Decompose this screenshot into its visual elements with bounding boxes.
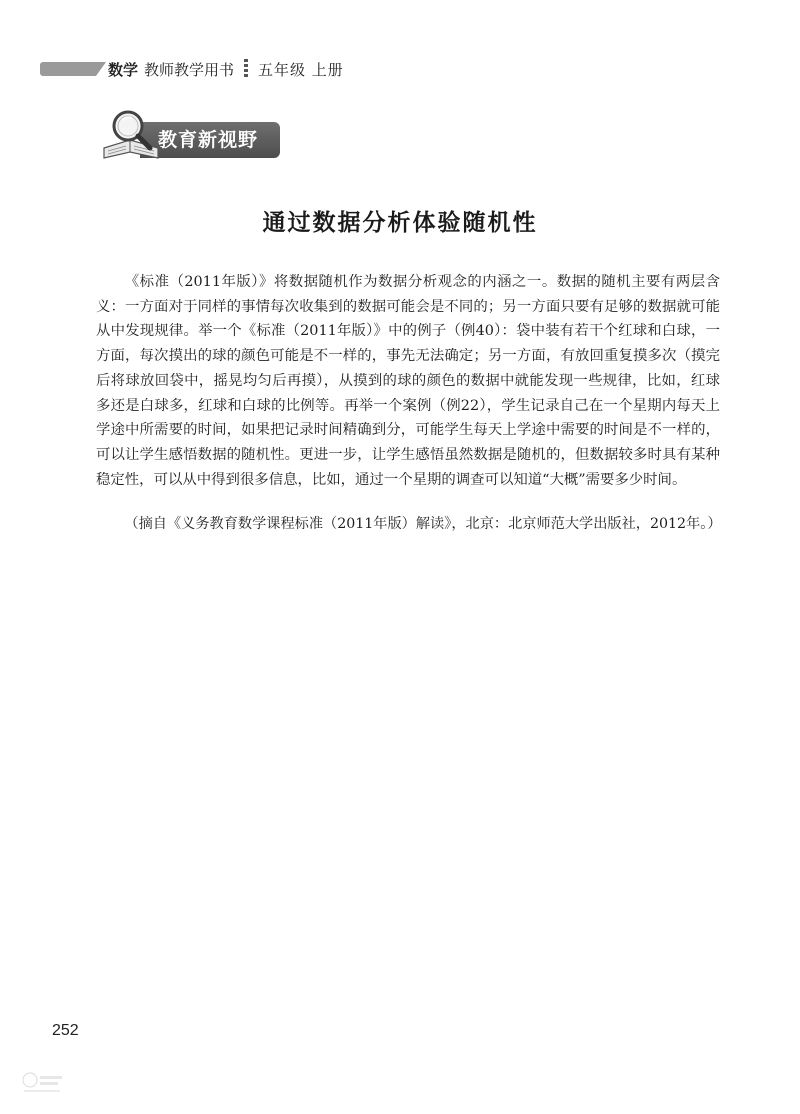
running-header <box>108 58 344 80</box>
watermark-logo-icon <box>20 1068 66 1098</box>
header-book-title: 教师教学用书 <box>144 60 235 79</box>
section-banner <box>100 108 280 158</box>
article-source-citation: （摘自《义务教育数学课程标准（2011年版）解读》，北京：北京师范大学出版社，2012年。） <box>124 516 722 532</box>
magnifier-book-icon <box>100 108 164 162</box>
article-title: 通过数据分析体验随机性 <box>262 210 538 236</box>
header-subject: 数学 <box>108 60 139 79</box>
header-decoration-bar <box>40 62 96 76</box>
page-number: 252 <box>52 1022 79 1039</box>
article-paragraph: 《标准（2011年版）》将数据随机作为数据分析观念的内涵之一。数据的随机主要有两层含义：一方面对于同样的事情每次收集到的数据可能会是不同的；另一方面只要有足够的数据就可能从中发现规律。举一个《标准（2011年版）》中的例子（例40）：袋中装有若干个红球和白球，一方面，每次摸出的球的颜色可能是不一样的，事先无法确定；另一方面，有放回重复摸多次（摸完后将球放回袋中，摇晃均匀后再摸），从摸到的球的颜色的数据中就能发现一些规律，比如，红球多还是白球多，红球和白球的比例等。再举一个案例（例22），学生记录自己在一个星期内每天上学途中所需要的时间，如果把记录时间精确到分，可能学生每天上学途中需要的时间是不一样的，可以让学生感悟数据的随机性。更进一步，让学生感悟虽然数据是随机的，但数据较多时具有某种稳定性，可以从中得到很多信息，比如，通过一个星期的调查可以知道“大概”需要多少时间。 <box>96 274 720 488</box>
header-grade: 五年级 上册 <box>258 60 344 79</box>
header-separator <box>244 59 248 79</box>
banner-label: 教育新视野 <box>158 129 259 151</box>
